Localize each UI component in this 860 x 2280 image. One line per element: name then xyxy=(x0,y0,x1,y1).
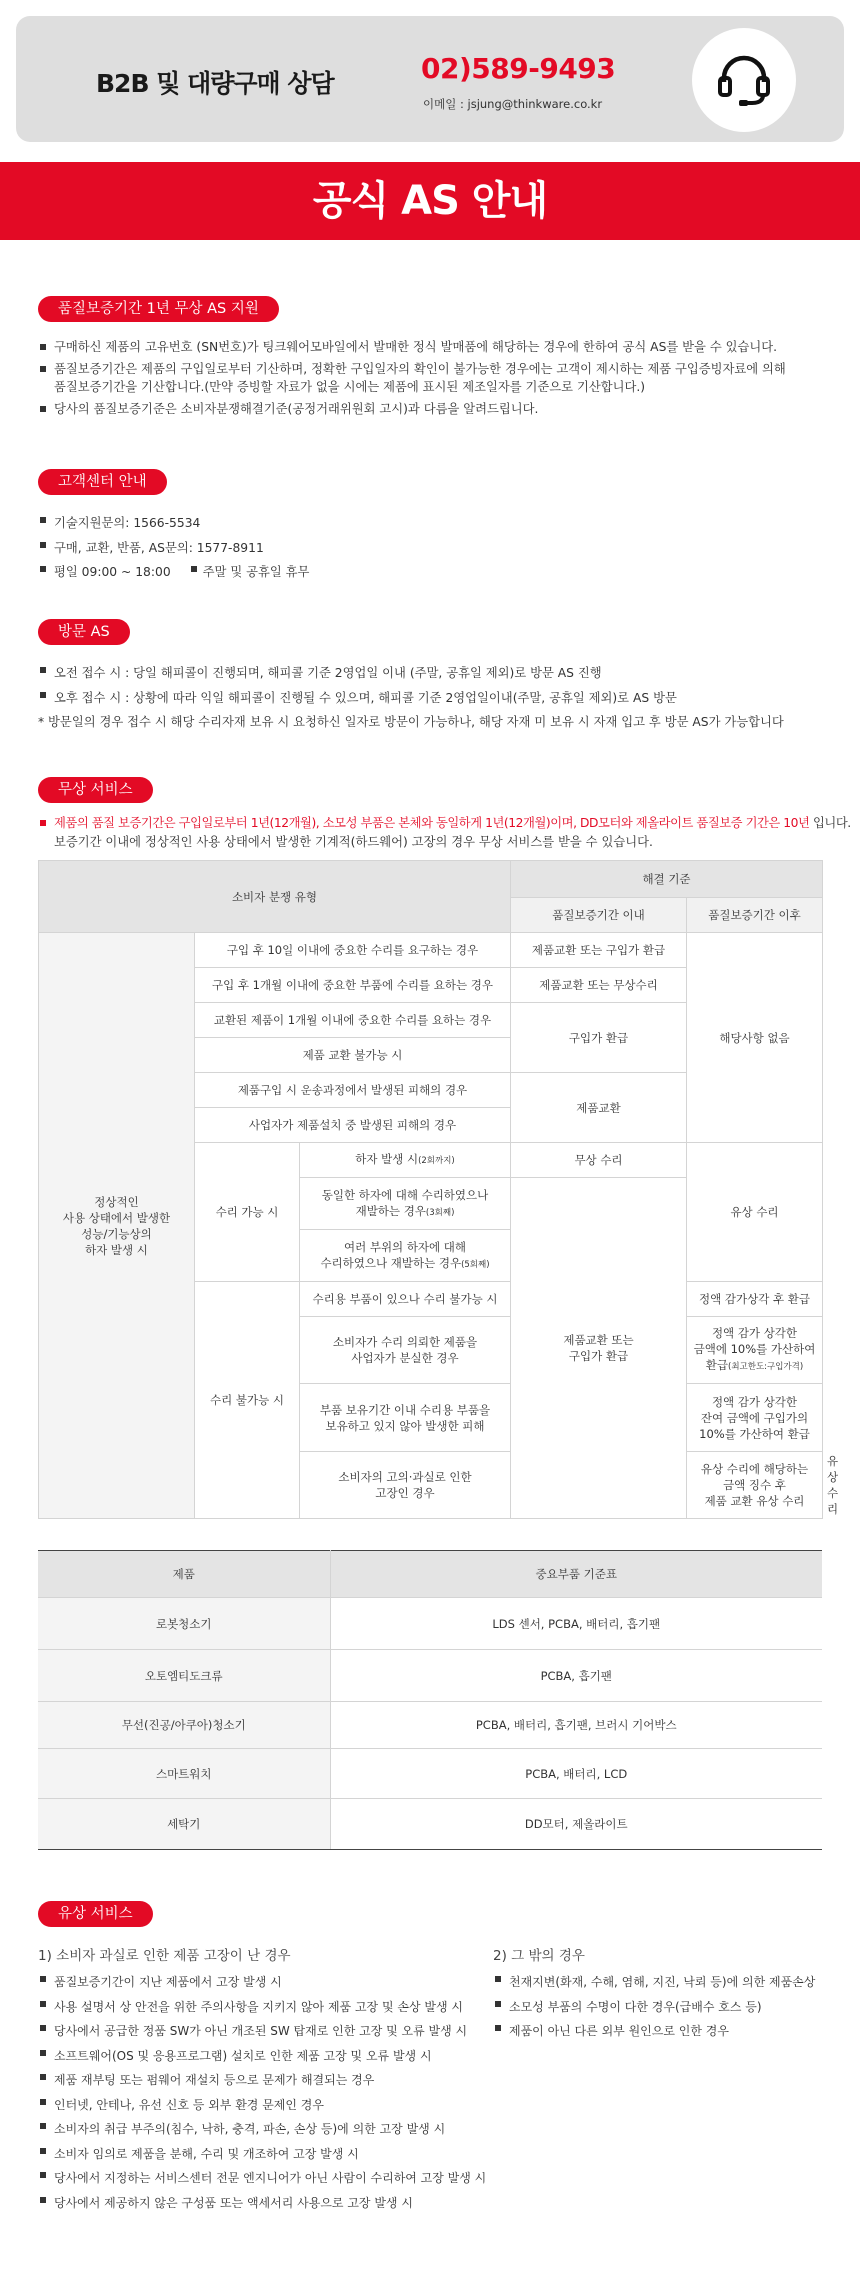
row-same-defect-sub: (3회째) xyxy=(425,1207,455,1218)
center-hours: 평일 09:00 ~ 18:00 xyxy=(54,565,171,579)
paid-item: 사용 설명서 상 안전을 위한 주의사항을 지키지 않아 제품 고장 및 손상 발생 시 xyxy=(38,1995,488,2020)
paid-item: 당사에서 지정하는 서비스센터 전문 엔지니어가 아닌 사람이 수리하여 고장 발생 시 xyxy=(38,2166,488,2191)
row-1month-within: 제품교환 또는 무상수리 xyxy=(511,968,687,1003)
free-line2: 보증기간 이내에 정상적인 사용 상태에서 발생한 기계적(하드웨어) 고장의 경우 무상 서비스를 받을 수 있습니다. xyxy=(54,835,653,849)
row-exchanged: 교환된 제품이 1개월 이내에 중요한 수리를 요하는 경우 xyxy=(195,1003,511,1038)
parts-h-parts: 중요부품 기준표 xyxy=(330,1551,822,1598)
exch-or-refund-cell: 제품교환 또는 구입가 환급 xyxy=(511,1178,687,1519)
center-tech: 기술지원문의: 1566-5534 xyxy=(38,511,828,536)
paid-item: 소비자의 취급 부주의(침수, 낙하, 충격, 파손, 손상 등)에 의한 고장 발생 시 xyxy=(38,2117,488,2142)
center-purchase: 구매, 교환, 반품, AS문의: 1577-8911 xyxy=(38,536,828,561)
center-hours-line xyxy=(38,560,828,585)
row-defect-text: 하자 발생 시 xyxy=(355,1152,419,1166)
row-10days-within: 제품교환 또는 구입가 환급 xyxy=(511,933,687,968)
row-lost: 소비자가 수리 의뢰한 제품을 사업자가 분실한 경우 xyxy=(300,1317,511,1384)
paid-item: 소프트웨어(OS 및 응용프로그램) 설치로 인한 제품 고장 및 오류 발생 시 xyxy=(38,2044,488,2069)
section-pill-paid: 유상 서비스 xyxy=(38,1901,153,1927)
free-repair-cell: 무상 수리 xyxy=(511,1143,687,1178)
paid-list-1 xyxy=(38,1970,488,2215)
row-no-exchange: 제품 교환 불가능 시 xyxy=(195,1038,511,1073)
warranty-item-cont: 품질보증기간을 기산합니다.(만약 증빙할 자료가 없을 시에는 제품에 표시된 제조일자를 기준으로 기산합니다.) xyxy=(54,380,646,394)
parts-parts: PCBA, 배터리, LCD xyxy=(330,1749,822,1799)
warranty-item: 당사의 품질보증기준은 소비자분쟁해결기준(공정거래위원회 고시)과 다름을 알려드립니다. xyxy=(38,400,828,418)
parts-parts: PCBA, 흡기팬 xyxy=(330,1650,822,1702)
center-holiday: 주말 및 공휴일 휴무 xyxy=(189,560,310,585)
warranty-item: 구매하신 제품의 고유번호 (SN번호)가 팅크웨어모바일에서 발매한 정식 발매품에 해당하는 경우에 한하여 공식 AS를 받을 수 있습니다. xyxy=(38,338,828,356)
paid-item: 제품이 아닌 다른 외부 원인으로 인한 경우 xyxy=(493,2019,833,2044)
parts-product: 오토엠티도크류 xyxy=(38,1650,330,1702)
contact-box xyxy=(16,16,844,142)
section-pill-free: 무상 서비스 xyxy=(38,777,153,803)
refund-cell: 구입가 환급 xyxy=(511,1003,687,1073)
parts-product: 로봇청소기 xyxy=(38,1598,330,1650)
row-lost-after-sub: (최고한도:구입가격) xyxy=(728,1362,804,1372)
row-multi-defect-sub: (5회째) xyxy=(461,1259,490,1270)
normal-use-cell: 정상적인 사용 상태에서 발생한 성능/기능상의 하자 발생 시 xyxy=(39,933,195,1519)
row-multi-defect xyxy=(300,1230,511,1282)
parts-product: 무선(진공/아쿠아)청소기 xyxy=(38,1702,330,1749)
section-pill-visit: 방문 AS xyxy=(38,619,130,645)
h-within: 품질보증기간 이내 xyxy=(511,898,687,933)
row-no-parts-after: 정액 감가 상각한 잔여 금액에 구입가의 10%를 가산하여 환급 xyxy=(687,1384,823,1452)
parts-parts: PCBA, 배터리, 흡기팬, 브러시 기어박스 xyxy=(330,1702,822,1749)
h-after: 품질보증기간 이후 xyxy=(687,898,823,933)
repairable-cell: 수리 가능 시 xyxy=(195,1143,300,1282)
visit-text xyxy=(38,661,828,735)
center-text xyxy=(38,511,828,585)
row-lost-after-text: 정액 감가 상각한 금액에 10%를 가산하여 환급 xyxy=(693,1326,816,1372)
paid-item: 당사에서 제공하지 않은 구성품 또는 액세서리 사용으로 고장 발생 시 xyxy=(38,2191,488,2216)
visit-am: 오전 접수 시 : 당일 해피콜이 진행되며, 해피콜 기준 2영업일 이내 (주말, 공휴일 제외)로 방문 AS 진행 xyxy=(38,661,828,686)
visit-note: * 방문일의 경우 접수 시 해당 수리자재 보유 시 요청하신 일자로 방문이 가능하나, 해당 자재 미 보유 시 자재 입고 후 방문 AS가 가능합니다 xyxy=(38,715,784,729)
row-1month: 구입 후 1개월 이내에 중요한 부품에 수리를 요하는 경우 xyxy=(195,968,511,1003)
paid-subhead-1: 1) 소비자 과실로 인한 제품 고장이 난 경우 xyxy=(38,1948,291,1964)
exchange-cell: 제품교환 xyxy=(511,1073,687,1143)
parts-h-product: 제품 xyxy=(38,1551,330,1598)
paid-item: 품질보증기간이 지난 제품에서 고장 발생 시 xyxy=(38,1970,488,1995)
paid-subhead-2: 2) 그 밖의 경우 xyxy=(493,1948,585,1964)
paid-item: 당사에서 공급한 정품 SW가 아닌 개조된 SW 탑재로 인한 고장 및 오류 발생 시 xyxy=(38,2019,488,2044)
paid-list-2 xyxy=(493,1970,833,2044)
row-defect-sub: (2회까지) xyxy=(418,1156,455,1166)
dispute-table: 소비자 분쟁 유형 해결 기준 품질보증기간 이내 품질보증기간 이후 정상적인 사용 상태에서 발생한 성능/기능상의 하자 발생 시 구입 후 10일 이내에 중요한 수리를 요구하는 경우 제품교환 또는 구입가 환급 해당사항 없음 구입 후 1개월 이내에 중요한 부품에 수리를 요하는 경우 제품교환 또는 무상수리 교환된 제품이 1개월 이내에 중요한 수리를 요하는 경우 구입가 환급 제품 교환 불가능 시 제품구입 시 운송과정에서 발생된 피해의 경우 제품교환 사업자가 제품설치 중 발생된 피해의 경우 수리 가능 시 하자 발생 시(2회까지) 무상 수리 유상 수리 동일한 하자에 대해 수리하였으나 재발하는 경우(3회째) 제품교환 또는 구입가 환급 여러 부위의 하자에 대해 수리하였으나 재발하는 경우(5회째) 수리 불가능 시 수리용 부품이 있으나 수리 불가능 시 정액 감가상각 후 환급 소비자가 수리 의뢰한 제품을 사업자가 분실한 경우 정액 감가 상각한 금액에 10%를 가산하여 환급(최고한도:구입가격) 부품 보유기간 이내 수리용 부품을 보유하고 있지 않아 발생한 피해 정액 감가 상각한 잔여 금액에 구입가의 10%를 가산하여 환급 소비자의 고의·과실로 인한 고장인 경우 유상 수리에 해당하는 금액 징수 후 제품 교환 유상 수리 유상 수리 xyxy=(38,860,823,1519)
free-red-line xyxy=(38,814,851,833)
contact-email[interactable]: 이메일 : jsjung@thinkware.co.kr xyxy=(423,97,603,111)
row-lost-after xyxy=(687,1317,823,1384)
parts-product: 스마트워치 xyxy=(38,1749,330,1799)
h-type: 소비자 분쟁 유형 xyxy=(39,861,511,933)
row-transport: 제품구입 시 운송과정에서 발생된 피해의 경우 xyxy=(195,1073,511,1108)
headset-icon xyxy=(692,28,796,132)
b2b-title: B2B 및 대량구매 상담 xyxy=(96,69,334,98)
page-title-banner: 공식 AS 안내 xyxy=(0,162,860,240)
parts-parts: DD모터, 제올라이트 xyxy=(330,1799,822,1850)
row-negligence: 소비자의 고의·과실로 인한 고장인 경우 xyxy=(300,1452,511,1519)
row-parts-unrepairable: 수리용 부품이 있으나 수리 불가능 시 xyxy=(300,1282,511,1317)
paid-repair-cell: 유상 수리 xyxy=(687,1143,823,1282)
free-red-tail: 입니다. xyxy=(809,816,851,830)
row-defect xyxy=(300,1143,511,1178)
parts-table xyxy=(38,1550,822,1850)
parts-parts: LDS 센서, PCBA, 배터리, 흡기팬 xyxy=(330,1598,822,1650)
after-none: 해당사항 없음 xyxy=(687,933,823,1143)
free-text xyxy=(38,814,851,852)
visit-pm: 오후 접수 시 : 상황에 따라 익일 해피콜이 진행될 수 있으며, 해피콜 기준 2영업일이내(주말, 공휴일 제외)로 AS 방문 xyxy=(38,686,828,711)
warranty-text xyxy=(38,338,828,418)
row-parts-unrepairable-after: 정액 감가상각 후 환급 xyxy=(687,1282,823,1317)
parts-product: 세탁기 xyxy=(38,1799,330,1850)
row-multi-defect-text: 여러 부위의 하자에 대해 수리하였으나 재발하는 경우 xyxy=(320,1239,467,1270)
row-10days: 구입 후 10일 이내에 중요한 수리를 요구하는 경우 xyxy=(195,933,511,968)
row-same-defect-text: 동일한 하자에 대해 수리하였으나 재발하는 경우 xyxy=(321,1187,489,1218)
h-resolution: 해결 기준 xyxy=(511,861,823,898)
free-red-text: 제품의 품질 보증기간은 구입일로부터 1년(12개월), 소모성 부품은 본체와 동일하게 1년(12개월)이며, DD모터와 제올라이트 품질보증 기간은 10년 xyxy=(54,816,810,830)
paid-item: 인터넷, 안테나, 유선 신호 등 외부 환경 문제인 경우 xyxy=(38,2093,488,2118)
paid-item: 천재지변(화재, 수해, 염해, 지진, 낙뢰 등)에 의한 제품손상 xyxy=(493,1970,833,1995)
contact-phone[interactable]: 02)589-9493 xyxy=(421,52,616,85)
row-no-parts: 부품 보유기간 이내 수리용 부품을 보유하고 있지 않아 발생한 피해 xyxy=(300,1384,511,1452)
row-negligence-within: 유상 수리에 해당하는 금액 징수 후 제품 교환 유상 수리 xyxy=(687,1452,823,1519)
paid-item: 제품 재부팅 또는 펌웨어 재설치 등으로 문제가 해결되는 경우 xyxy=(38,2068,488,2093)
row-install: 사업자가 제품설치 중 발생된 피해의 경우 xyxy=(195,1108,511,1143)
section-pill-warranty: 품질보증기간 1년 무상 AS 지원 xyxy=(38,296,279,322)
section-pill-center: 고객센터 안내 xyxy=(38,469,167,495)
unrepairable-cell: 수리 불가능 시 xyxy=(195,1282,300,1519)
row-same-defect xyxy=(300,1178,511,1230)
paid-item: 소모성 부품의 수명이 다한 경우(급배수 호스 등) xyxy=(493,1995,833,2020)
paid-item: 소비자 임의로 제품을 분해, 수리 및 개조하여 고장 발생 시 xyxy=(38,2142,488,2167)
warranty-item: 품질보증기간은 제품의 구입일로부터 기산하며, 정확한 구입일자의 확인이 불가능한 경우에는 고객이 제시하는 제품 구입증빙자료에 의해 xyxy=(38,360,828,378)
